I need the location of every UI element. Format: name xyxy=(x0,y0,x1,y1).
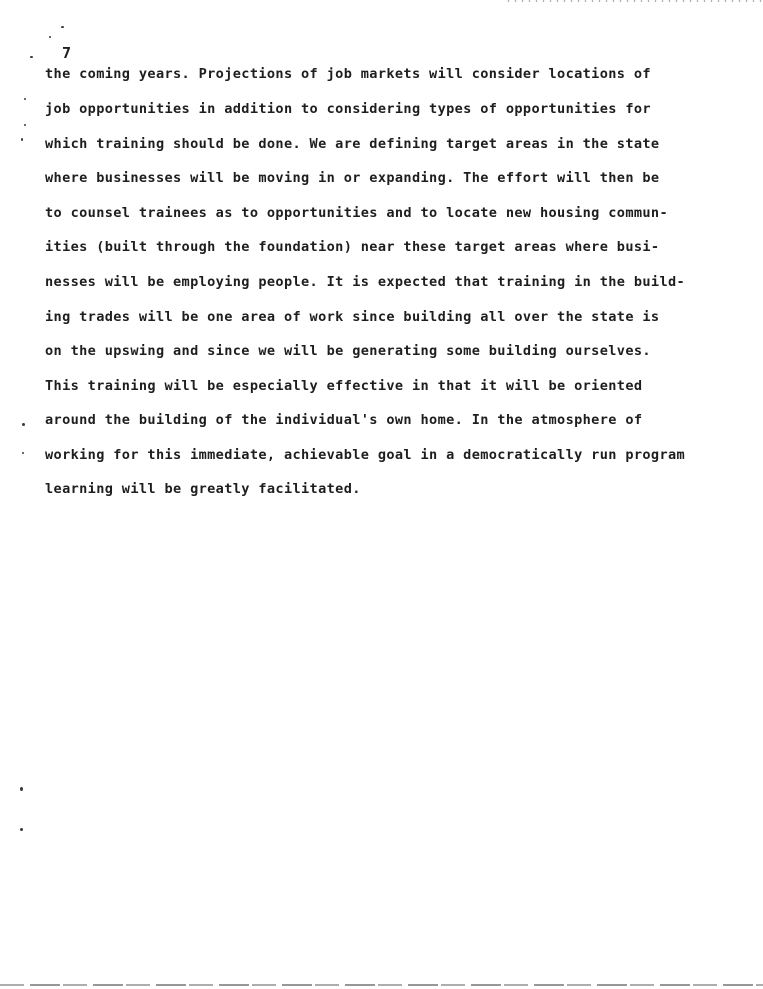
text-line: job opportunities in addition to considering types of opportunities for xyxy=(45,101,651,117)
text-line: where businesses will be moving in or expanding. The effort will then be xyxy=(45,170,660,186)
scan-edge-dots xyxy=(505,0,763,2)
scan-speck xyxy=(24,124,26,126)
scan-speck xyxy=(30,56,33,58)
scan-speck xyxy=(20,828,23,831)
text-line: around the building of the individual's own home. In the atmosphere of xyxy=(45,412,643,428)
scan-speck xyxy=(24,98,26,100)
scan-speck xyxy=(22,423,25,426)
text-line: working for this immediate, achievable goal in a democratically run program xyxy=(45,447,686,463)
text-line: nesses will be employing people. It is expected that training in the build- xyxy=(45,274,686,290)
scan-speck xyxy=(21,138,23,141)
text-line: to counsel trainees as to opportunities and to locate new housing commun- xyxy=(45,205,668,221)
text-line: ities (built through the foundation) near these target areas where busi- xyxy=(45,239,660,255)
scan-bottom-edge xyxy=(0,984,763,986)
scan-speck xyxy=(20,787,23,791)
text-line: This training will be especially effective in that it will be oriented xyxy=(45,378,643,394)
page-number: 7 xyxy=(62,44,72,62)
scan-speck xyxy=(22,452,24,454)
text-line: learning will be greatly facilitated. xyxy=(45,481,361,497)
text-line: on the upswing and since we will be generating some building ourselves. xyxy=(45,343,651,359)
text-line: the coming years. Projections of job markets will consider locations of xyxy=(45,66,651,82)
text-line: ing trades will be one area of work since building all over the state is xyxy=(45,309,660,325)
scan-speck xyxy=(61,26,64,28)
scan-speck xyxy=(49,36,51,38)
text-line: which training should be done. We are defining target areas in the state xyxy=(45,136,660,152)
